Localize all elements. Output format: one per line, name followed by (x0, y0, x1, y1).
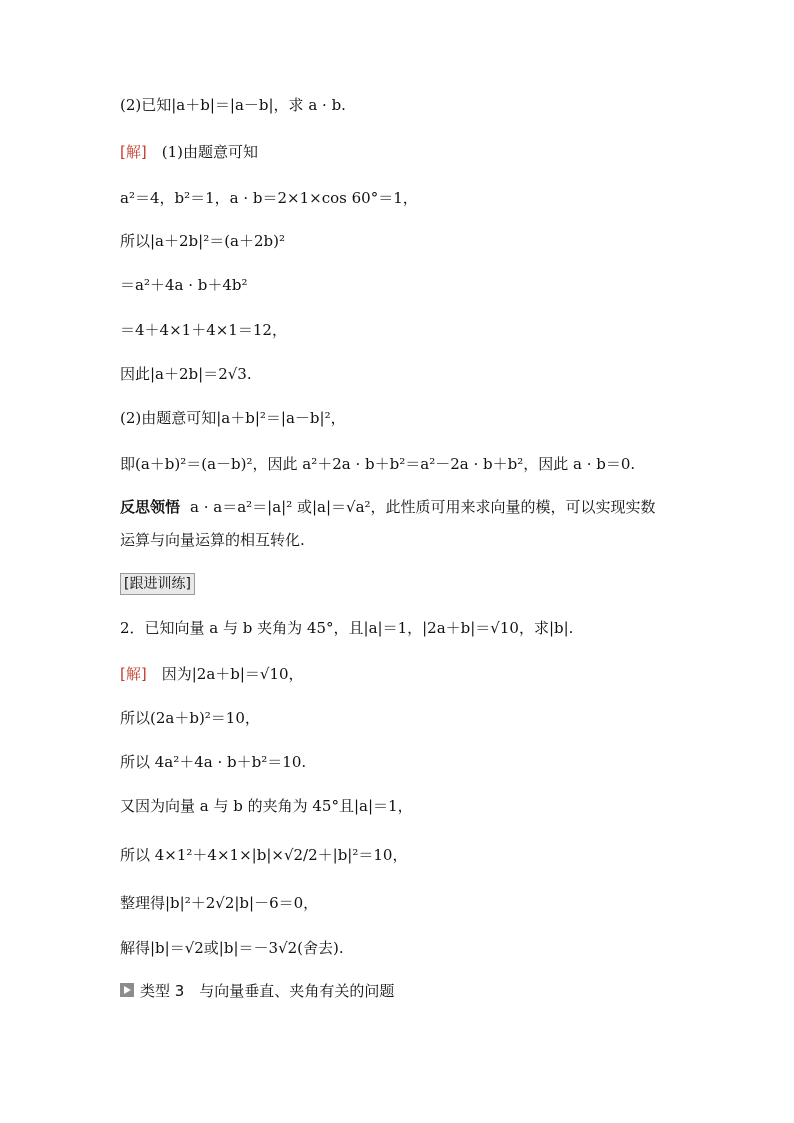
line-15: 所以(2a＋b)²＝10， (120, 709, 260, 727)
reflection-line-2: 运算与向量运算的相互转化. (120, 531, 305, 549)
solution-label: [解] (120, 143, 147, 161)
reflection-line-1: 反思领悟 a · a＝a²＝|a|² 或|a|＝√a²，此性质可用来求向量的模，可以实现实数 (120, 498, 656, 516)
practice-header (120, 573, 195, 595)
line-16: 所以 4a²＋4a · b＋b²＝10. (120, 753, 307, 771)
line-8: (2)由题意可知|a＋b|²＝|a－b|²， (120, 409, 346, 427)
line-18: 所以 4×1²＋4×1×|b|×√2/2＋|b|²＝10， (120, 846, 408, 864)
problem-2: 2．已知向量 a 与 b 夹角为 45°，且|a|＝1，|2a＋b|＝√10，求|b|. (120, 619, 574, 637)
solution-line-1: [解] (1)由题意可知 (120, 143, 258, 161)
line-9: 即(a＋b)²＝(a－b)²，因此 a²＋2a · b＋b²＝a²－2a · b＋b²，因此 a · b＝0. (120, 455, 636, 473)
line-4: 所以|a＋2b|²＝(a＋2b)² (120, 232, 286, 250)
reflection-title: 反思领悟 (120, 498, 181, 516)
solution-label-2: [解] (120, 665, 147, 683)
line-20: 解得|b|＝√2或|b|＝－3√2(舍去). (120, 939, 344, 957)
line-3: a²＝4，b²＝1，a · b＝2×1×cos 60°＝1， (120, 189, 418, 207)
line-q2: (2)已知|a＋b|＝|a－b|，求 a · b. (120, 96, 346, 114)
practice-label: [跟进训练] (120, 573, 195, 595)
line-17: 又因为向量 a 与 b 的夹角为 45°且|a|＝1， (120, 797, 413, 815)
line-7: 因此|a＋2b|＝2√3. (120, 365, 252, 383)
line-6: ＝4＋4×1＋4×1＝12， (120, 321, 287, 339)
play-icon (120, 983, 134, 997)
solution-2-line-1: [解] 因为|2a＋b|＝√10， (120, 665, 304, 683)
type-heading: 类型 3 与向量垂直、夹角有关的问题 (140, 982, 395, 1000)
line-5: ＝a²＋4a · b＋4b² (120, 276, 248, 294)
line-19: 整理得|b|²＋2√2|b|－6＝0， (120, 894, 319, 912)
